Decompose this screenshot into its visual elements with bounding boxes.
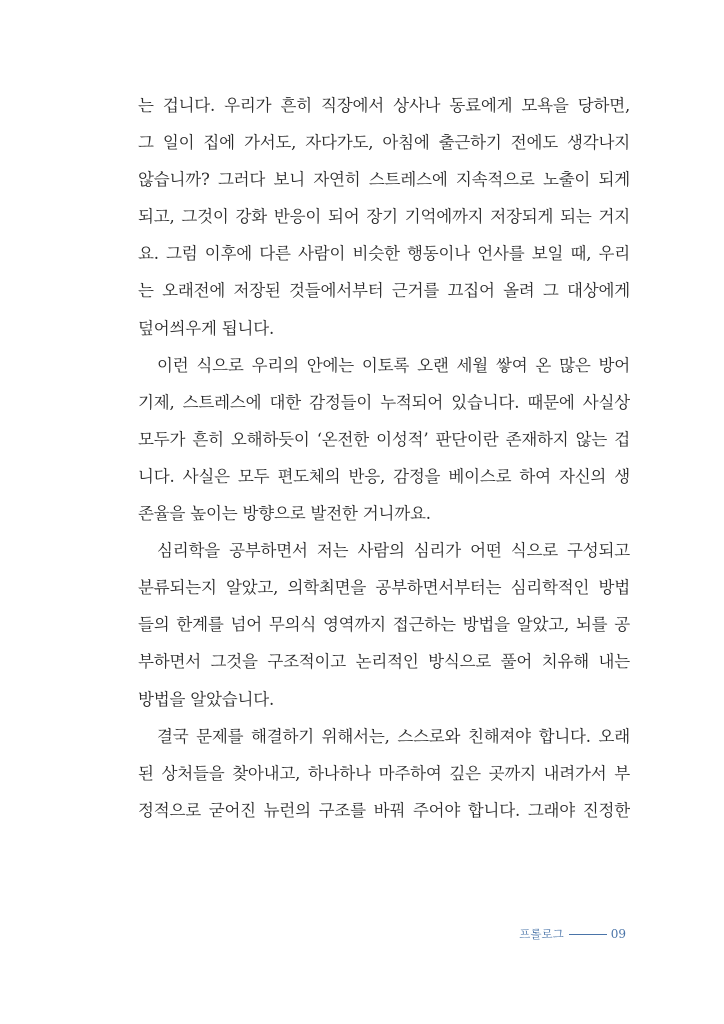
page-footer xyxy=(500,924,626,944)
paragraph xyxy=(138,87,630,347)
body-text xyxy=(138,87,630,829)
text-line: 요. 그럼 이후에 다른 사람이 비슷한 행동이나 언사를 보일 때, 우리 xyxy=(138,244,630,264)
page-number: 09 xyxy=(610,927,626,941)
text-line: 덮어씌우게 됩니다. xyxy=(138,318,275,338)
text-line: 심리학을 공부하면서 저는 사람의 심리가 어떤 식으로 구성되고 xyxy=(157,541,630,561)
text-line: 된 상처들을 찾아내고, 하나하나 마주하여 깊은 곳까지 내려가서 부 xyxy=(138,763,630,783)
paragraph xyxy=(138,532,630,717)
text-line: 기제, 스트레스에 대한 감정들이 누적되어 있습니다. 때문에 사실상 xyxy=(138,392,630,412)
text-line: 결국 문제를 해결하기 위해서는, 스스로와 친해져야 합니다. 오래 xyxy=(157,726,630,746)
text-line: 방법을 알았습니다. xyxy=(138,689,275,709)
text-line: 들의 한계를 넘어 무의식 영역까지 접근하는 방법을 알았고, 뇌를 공 xyxy=(138,615,630,635)
text-line: 분류되는지 알았고, 의학최면을 공부하면서부터는 심리학적인 방법 xyxy=(138,578,630,598)
text-line: 않습니까? 그러다 보니 자연히 스트레스에 지속적으로 노출이 되게 xyxy=(138,170,630,190)
text-line: 모두가 흔히 오해하듯이 ‘온전한 이성적’ 판단이란 존재하지 않는 겁 xyxy=(138,429,630,449)
text-line: 는 오래전에 저장된 것들에서부터 근거를 끄집어 올려 그 대상에게 xyxy=(138,281,630,301)
text-line: 존율을 높이는 방향으로 발전한 거니까요. xyxy=(138,504,431,524)
text-line: 그 일이 집에 가서도, 자다가도, 아침에 출근하기 전에도 생각나지 xyxy=(138,133,630,153)
footer-rule xyxy=(569,934,607,935)
paragraph xyxy=(138,347,630,532)
paragraph xyxy=(138,718,630,829)
text-line: 되고, 그것이 강화 반응이 되어 장기 기억에까지 저장되게 되는 거지 xyxy=(138,207,630,227)
text-line: 니다. 사실은 모두 편도체의 반응, 감정을 베이스로 하여 자신의 생 xyxy=(138,466,630,486)
text-line: 부하면서 그것을 구조적이고 논리적인 방식으로 풀어 치유해 내는 xyxy=(138,652,630,672)
text-line: 이런 식으로 우리의 안에는 이토록 오랜 세월 쌓여 온 많은 방어 xyxy=(157,355,630,375)
running-header-section-title: 프롤로그 xyxy=(519,927,564,941)
text-line: 는 겁니다. 우리가 흔히 직장에서 상사나 동료에게 모욕을 당하면, xyxy=(138,96,630,115)
text-line: 정적으로 굳어진 뉴런의 구조를 바꿔 주어야 합니다. 그래야 진정한 xyxy=(138,800,630,820)
